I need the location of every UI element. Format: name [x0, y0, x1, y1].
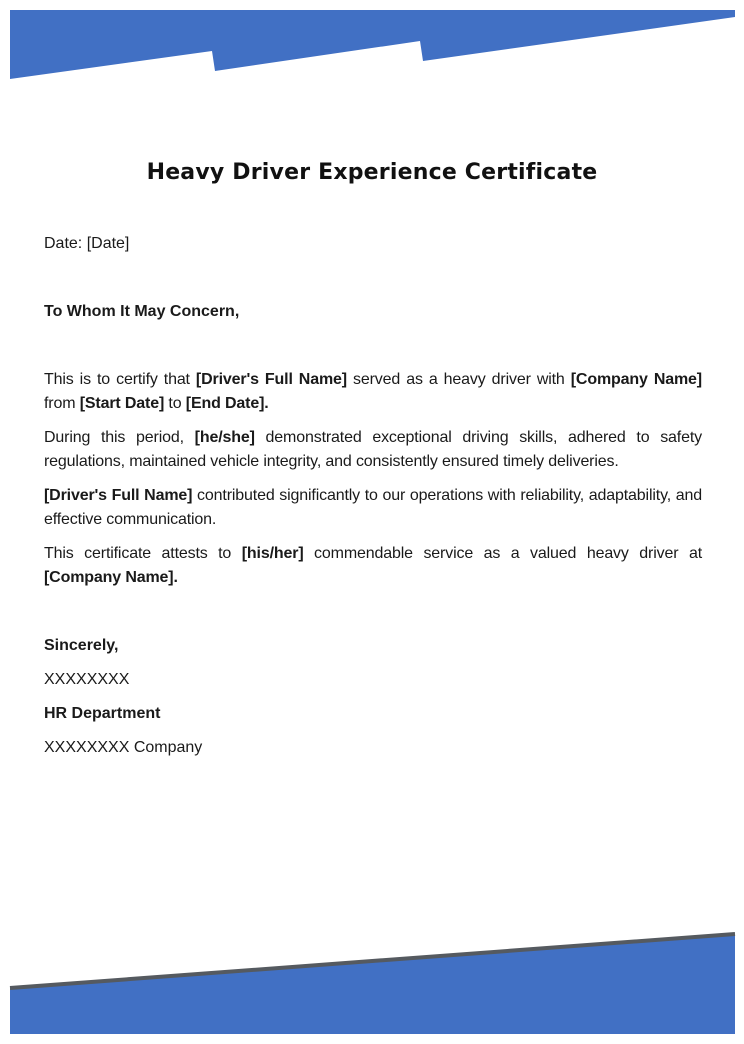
placeholder-possessive-pronoun: [his/her] — [241, 545, 304, 562]
text: to — [164, 395, 186, 412]
placeholder-end-date: [End Date]. — [185, 395, 269, 412]
placeholder-driver-name: [Driver's Full Name] — [44, 487, 193, 504]
text: from — [44, 395, 80, 412]
placeholder-driver-name: [Driver's Full Name] — [195, 371, 347, 388]
paragraph-contribution — [44, 484, 702, 532]
text: During this period, — [44, 429, 195, 446]
paragraph-certification — [44, 368, 702, 416]
text: This certificate attests to — [44, 545, 242, 562]
closing: Sincerely, — [44, 637, 119, 654]
text: served as a heavy driver with — [346, 371, 571, 388]
department: HR Department — [44, 705, 161, 722]
company-name: XXXXXXXX Company — [44, 739, 203, 756]
text: demonstrated exceptional driving skills, adhered to safety regulations, maintained vehicle integrity, and consistently ensured timely deliveries. — [44, 429, 702, 470]
placeholder-company-name: [Company Name] — [570, 371, 702, 388]
signer-name: XXXXXXXX — [44, 671, 130, 688]
text: This is to certify that — [44, 371, 196, 388]
placeholder-start-date: [Start Date] — [79, 395, 165, 412]
paragraph-attestation — [44, 542, 702, 590]
text: commendable service as a valued heavy driver at — [303, 545, 702, 562]
salutation: To Whom It May Concern, — [44, 303, 240, 320]
paragraph-performance — [44, 426, 702, 474]
date-line: Date: [Date] — [44, 235, 130, 252]
certificate-body — [44, 232, 702, 760]
placeholder-pronoun: [he/she] — [194, 429, 255, 446]
header-banner-shape — [0, 0, 744, 90]
certificate-title: Heavy Driver Experience Certificate — [146, 160, 598, 185]
text: contributed significantly to our operations with reliability, adaptability, and effective communication. — [44, 487, 702, 528]
placeholder-company-name: [Company Name]. — [44, 569, 178, 586]
